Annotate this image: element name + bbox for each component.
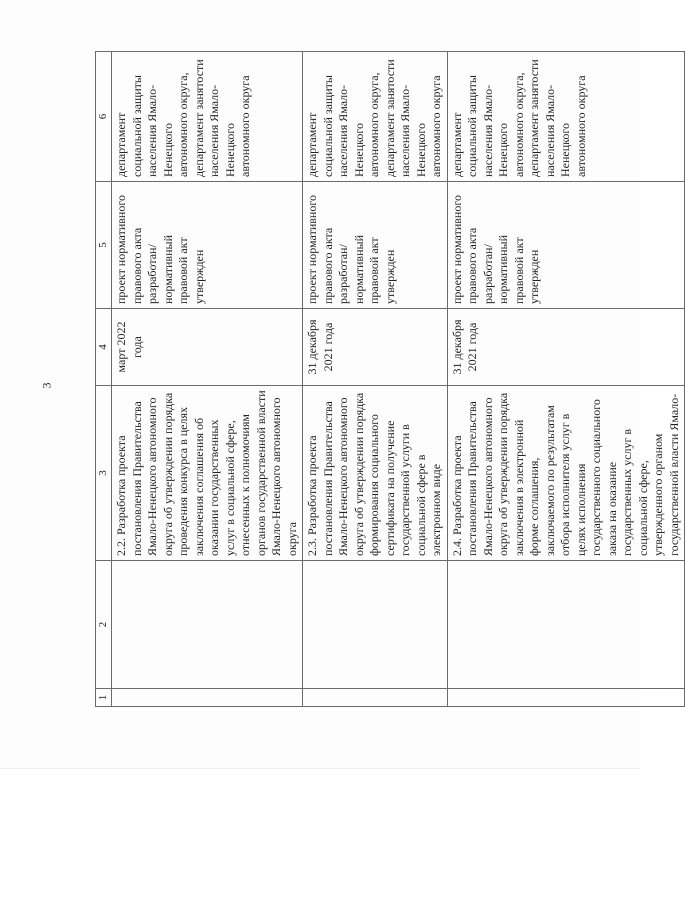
row-number-cell: [303, 689, 448, 707]
row-col2-cell: [447, 561, 685, 689]
header-cell-2: 2: [96, 561, 112, 689]
header-cell-5: 5: [96, 182, 112, 309]
result-cell: проект нормативного правового акта разработан/ нормативный правовой акт утвержден: [112, 182, 303, 309]
deadline-cell: 31 декабря 2021 года: [447, 309, 685, 386]
responsible-cell: департамент социальной защиты населения Ямало-Ненецкого автономного округа, департамент занятости населения Ямало-Ненецкого автономного округа: [303, 52, 448, 182]
header-cell-3: 3: [96, 386, 112, 561]
page-number: 3: [39, 382, 54, 389]
header-cell-1: 1: [96, 689, 112, 707]
responsible-cell: департамент социальной защиты населения Ямало-Ненецкого автономного округа, департамент занятости населения Ямало-Ненецкого автономного округа: [447, 52, 685, 182]
responsible-cell: департамент социальной защиты населения Ямало-Ненецкого автономного округа, департамент занятости населения Ямало-Ненецкого автономного округа: [112, 52, 303, 182]
task-cell: 2.3. Разработка проекта постановления Правительства Ямало-Ненецкого автономного округа об утверждении порядка формирования социального сертификата на получение государственной услуги в социальной сфере в электронном виде: [303, 386, 448, 561]
task-cell: 2.4. Разработка проекта постановления Правительства Ямало-Ненецкого автономного округа об утверждении порядка заключения в электронной форме соглашения, заключаемого по результатам отбора исполнителя услуг в целях исполнения государственного социального заказа на оказание государственных услуг в социальной сфере, утвержденного органом государственной власти Ямало-: [447, 386, 685, 561]
table-row: [303, 52, 448, 707]
header-cell-6: 6: [96, 52, 112, 182]
deadline-cell: март 2022 года: [112, 309, 303, 386]
table-row: [447, 52, 685, 707]
row-number-cell: [112, 689, 303, 707]
row-col2-cell: [303, 561, 448, 689]
deadline-cell: 31 декабря 2021 года: [303, 309, 448, 386]
rotated-table-wrapper: [95, 52, 681, 707]
table-header-row: [96, 52, 112, 707]
task-cell: 2.2. Разработка проекта постановления Правительства Ямало-Ненецкого автономного округа об утверждении порядка проведения конкурса в целях заключения соглашения об оказании государственных услуг в социальной сфере, отнесенных к полномочиям органов государственной власти Ямало-Ненецкого автономного округа: [112, 386, 303, 561]
header-cell-4: 4: [96, 309, 112, 386]
result-cell: проект нормативного правового акта разработан/ нормативный правовой акт утвержден: [447, 182, 685, 309]
row-col2-cell: [112, 561, 303, 689]
result-cell: проект нормативного правового акта разработан/ нормативный правовой акт утвержден: [303, 182, 448, 309]
row-number-cell: [447, 689, 685, 707]
table-row: [112, 52, 303, 707]
plan-table: [95, 51, 685, 707]
